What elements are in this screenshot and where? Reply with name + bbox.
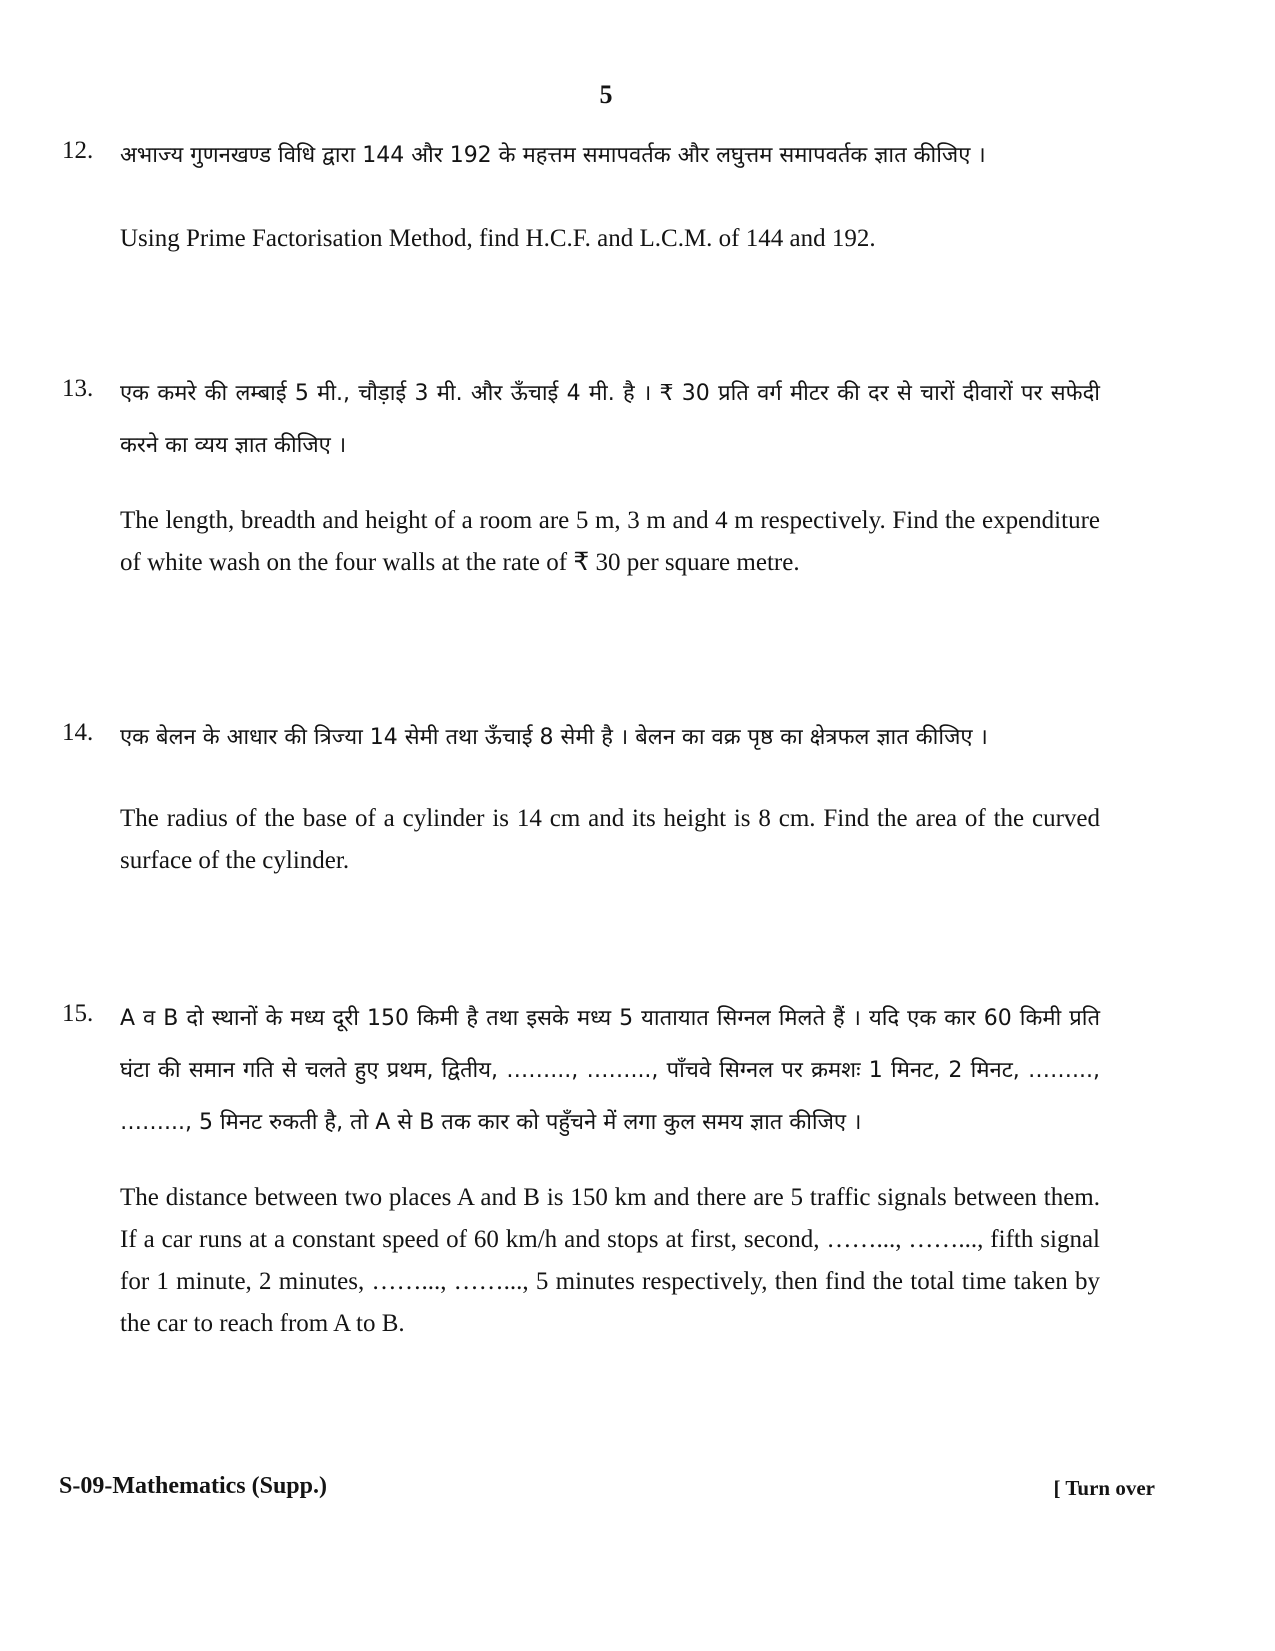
question-body (120, 993, 1100, 1345)
question-text-hindi: A व B दो स्थानों के मध्य दूरी 150 किमी है तथा इसके मध्य 5 यातायात सिग्नल मिलते हैं । यदि एक कार 60 किमी प्रति घंटा की समान गति से चलते हुए प्रथम, द्वितीय, ……..., ……..., पाँचवे सिग्नल पर क्रमशः 1 मिनट, 2 मिनट, ……..., ……..., 5 मिनट रुकती है, तो A से B तक कार को पहुँचने में लगा कुल समय ज्ञात कीजिए । (120, 1006, 1100, 1135)
question-text-hindi: एक बेलन के आधार की त्रिज्या 14 सेमी तथा ऊँचाई 8 सेमी है । बेलन का वक्र पृष्ठ का क्षेत्रफल ज्ञात कीजिए । (120, 725, 988, 750)
question-text-hindi: एक कमरे की लम्बाई 5 मी., चौड़ाई 3 मी. और ऊँचाई 4 मी. है । ₹ 30 प्रति वर्ग मीटर की दर से चारों दीवारों पर सफेदी करने का व्यय ज्ञात कीजिए । (120, 381, 1100, 458)
question-number: 12. (62, 137, 94, 164)
question-15 (62, 993, 1100, 1345)
question-12 (62, 130, 1100, 260)
question-body (120, 712, 1100, 882)
question-text-english: The radius of the base of a cylinder is 14 cm and its height is 8 cm. Find the area of the curved surface of the cylinder. (120, 805, 1100, 874)
turn-over-note: [ Turn over (1053, 1476, 1155, 1500)
question-number: 13. (62, 375, 94, 402)
paper-code: S-09-Mathematics (Supp.) (59, 1473, 327, 1499)
question-text-english: Using Prime Factorisation Method, find H.C.F. and L.C.M. of 144 and 192. (120, 225, 876, 252)
question-13 (62, 368, 1100, 584)
question-text-english: The distance between two places A and B is 150 km and there are 5 traffic signals between them. If a car runs at a constant speed of 60 km/h and stops at first, second, ……..., ……..., fifth signal for 1 minute, 2 minutes, ……..., ……..., 5 minutes respectively, then find the total time taken by the car to reach from A to B. (120, 1184, 1100, 1337)
question-body (120, 130, 1100, 260)
question-number: 14. (62, 719, 94, 746)
question-number: 15. (62, 1000, 94, 1027)
question-14 (62, 712, 1100, 882)
question-text-hindi: अभाज्य गुणनखण्ड विधि द्वारा 144 और 192 के महत्तम समापवर्तक और लघुत्तम समापवर्तक ज्ञात कीजिए । (120, 143, 986, 168)
question-text-english: The length, breadth and height of a room are 5 m, 3 m and 4 m respectively. Find the expenditure of white wash on the four walls at the rate of ₹ 30 per square metre. (120, 507, 1100, 576)
question-body (120, 368, 1100, 584)
page-number: 5 (599, 80, 613, 109)
